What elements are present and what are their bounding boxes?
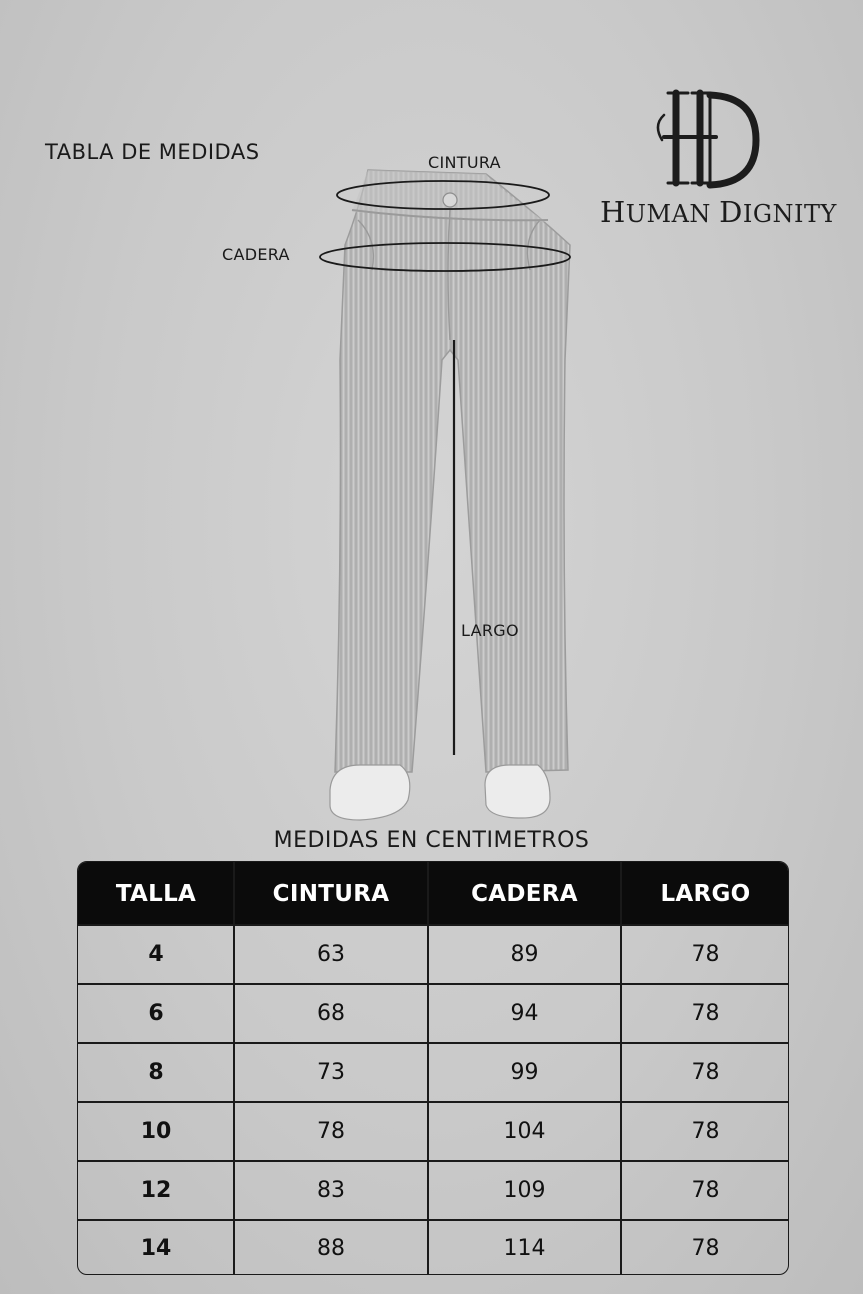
row-divider [78, 1219, 788, 1221]
cell-cintura: 88 [317, 1235, 345, 1261]
cell-largo: 78 [691, 1060, 720, 1085]
cell-cintura: 68 [317, 1001, 345, 1026]
left-shoe [330, 765, 410, 820]
cell-cadera: 89 [510, 942, 539, 967]
cell-largo: 78 [691, 1235, 720, 1261]
header-largo: LARGO [660, 880, 751, 907]
cell-cadera: 104 [503, 1119, 546, 1144]
right-shoe [485, 765, 550, 818]
cell-cadera: 94 [510, 1001, 539, 1026]
cell-talla: 14 [140, 1235, 172, 1261]
cell-cintura: 83 [317, 1178, 345, 1203]
waist-label: CINTURA [428, 153, 501, 172]
cell-cadera: 109 [503, 1178, 546, 1203]
cell-talla: 10 [140, 1119, 172, 1144]
row-divider [78, 983, 788, 985]
header-cintura: CINTURA [272, 880, 390, 907]
row-divider [78, 1101, 788, 1103]
row-divider [78, 1160, 788, 1162]
row-divider [78, 1042, 788, 1044]
header-talla: TALLA [115, 880, 197, 907]
trousers-shape [335, 170, 570, 772]
hip-label: CADERA [222, 245, 290, 264]
size-table [77, 861, 789, 1275]
page-title: TABLA DE MEDIDAS [45, 140, 260, 164]
cell-talla: 8 [148, 1060, 164, 1085]
cell-largo: 78 [691, 942, 720, 967]
row-divider [78, 924, 788, 926]
cell-cintura: 73 [317, 1060, 345, 1085]
cell-talla: 4 [148, 942, 164, 967]
cell-largo: 78 [691, 1178, 720, 1203]
cell-talla: 12 [140, 1178, 172, 1203]
cell-talla: 6 [148, 1001, 164, 1026]
cell-largo: 78 [691, 1119, 720, 1144]
length-label: LARGO [461, 621, 519, 640]
brand-name: HUMAN DIGNITY [600, 195, 837, 229]
table-caption: MEDIDAS EN CENTIMETROS [273, 828, 590, 853]
cell-cadera: 114 [503, 1235, 546, 1261]
cell-cadera: 99 [510, 1060, 539, 1085]
header-cadera: CADERA [471, 880, 578, 907]
cell-largo: 78 [691, 1001, 720, 1026]
cell-cintura: 78 [317, 1119, 345, 1144]
button-detail [443, 193, 457, 207]
cell-cintura: 63 [317, 942, 345, 967]
trousers-illustration [300, 150, 600, 830]
